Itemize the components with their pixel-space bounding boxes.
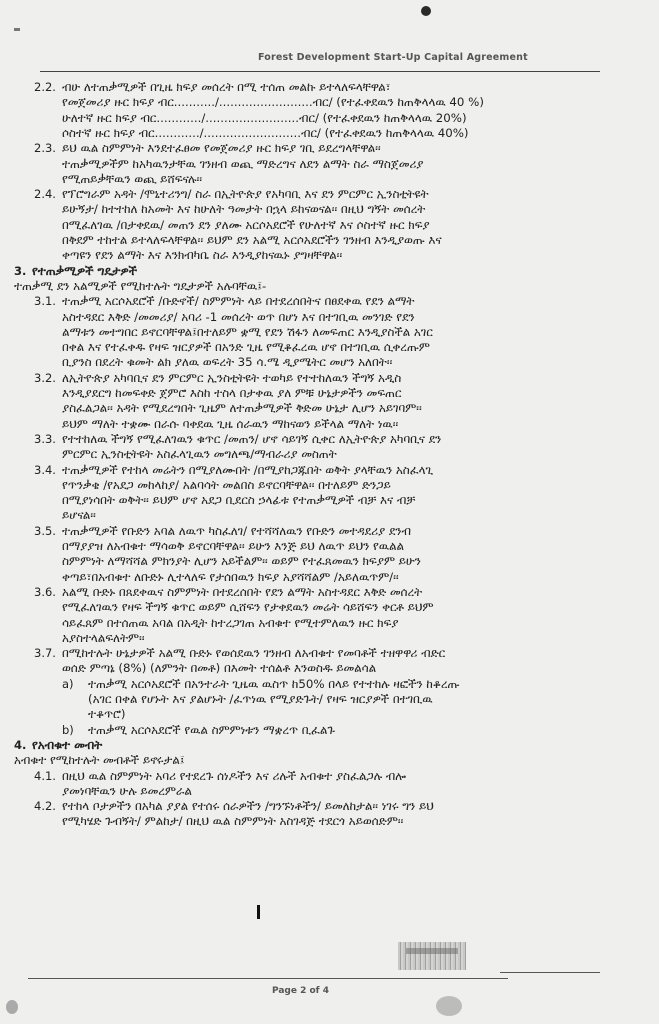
clause-number: 2.4.	[34, 187, 56, 201]
clause-number: 3.7.	[34, 646, 56, 660]
text-line: ተጠቃሚዎች የቡድን አባል ለዉጥ ካስፈለገ/ የተሻሻለዉን የቡድን መተዳደሪያ ደንብ	[62, 524, 411, 538]
text-line: ተጠቃሚ አርሶአደሮች /ቡድኖች/ ስምምነት ላይ በተደረሰበትና በፀደቀዉ የደን ልማት	[62, 294, 415, 308]
text-line: የጥንቃቄ /የአደጋ መከላከያ/ አልባሳት መልበስ ይኖርባቸዋል፡፡ በተለይም ድንጋይ	[62, 478, 391, 492]
stamp-inner	[406, 948, 458, 954]
text-line: በሚከተሉት ሁኔታዎች አልሚ ቡድኑ የወሰደዉን ገንዘብ ለአብቁተ የመባቶች ተዘዋዋሪ ብድር	[62, 646, 446, 660]
footer-rule-right	[500, 972, 600, 973]
section-heading: የአብቁተ መብት	[32, 738, 103, 752]
text-line: በቀል እና የተፈቀዱ የዛፍ ዝርያዎች በአንድ ጊዜ የሚቆፈረዉ ሆኖ በተገቢዉ ሲቀረጡም	[62, 340, 430, 354]
text-line: ተጠቃሚ አርሶአደሮች የዉል ስምምነቱን ማቋረጥ ቢፈልጉ	[88, 723, 335, 737]
text-line: የመጀመሪያ ዙር ክፍያ ብር.........../.........................ብር/ (የተፈቀደዉን ከጠቅላላዉ 40 %)	[62, 95, 484, 109]
text-line: ተጠቃሚዎች የተከላ መሬትን በሚያለሙበት /በሚያከጋጁበት ወቅት ያላቸዉን አስፈላጊ	[62, 463, 434, 477]
punch-hole-icon	[421, 6, 431, 16]
text-line: ተጠቃሚ አርሶአደሮች በአንተራት ጊዜዉ ዉስጥ ከ50% በላይ የተተከሉ ዛፎችን ከቆረጡ	[88, 677, 460, 691]
text-line: በሚያነሳበት ወቅት፡፡ ይህም ሆኖ አደጋ ቢደርስ ኃላፊቱ የተጠቃሚዎች ብቻ እና ብቻ	[62, 493, 416, 507]
text-line: ይህ ዉል ስምምነት እንደተፈፀመ የመጀመሪያ ዙር ክፍያ ገቢ ይደረግላቸዋል፡፡	[62, 141, 381, 155]
clause-number: 3.6.	[34, 585, 56, 599]
clause-number: 4.1.	[34, 769, 56, 783]
text-line: ቀጣዩን የደን ልማት እና እንክብካቤ ስራ እንዲያከናዉኑ ያግዛቸዋል፡፡	[62, 248, 343, 262]
footer-rule	[28, 978, 508, 979]
text-line: ተቆጥሮ)	[88, 707, 126, 721]
text-line: ይሁኝታ/ ከተተከለ ከአመት እና ከሁለት ዓመታት በኋላ ይከናወናል፡፡ በዚህ ግኝት መሰረት	[62, 202, 426, 216]
clause-number: 3.1.	[34, 294, 56, 308]
text-line: እንዲያደርግ ከመፍቀድ ጀምሮ እስከ ተስላ በታቀዉ ያለ ምቹ ሁኔታዎችን መፍጠር	[62, 386, 402, 400]
text-line: የሚካሄድ ጉብኝት/ ምልከታ/ በዚህ ዉል ስምምነት አስገዳጅ ተደርጎ አይወሰድም፡፡	[62, 814, 404, 828]
text-line: አያስተላልፍለትም፡፡	[62, 631, 145, 645]
text-line: በሚፈለገዉ /በታቀደዉ/ መጠን ደን ያለሙ አርሶአደሮች የሁለተኛ እና ሶስተኛ ዙር ክፍያ	[62, 218, 430, 232]
text-line: ሳይፈጸም በተሰጠዉ አባል በአዲት ከተረጋገጠ አብቁተ የሚተምለዉን ዙር ክፍያ	[62, 616, 399, 630]
clause-number: 2.2.	[34, 80, 56, 94]
text-line: ልማቱን መተግበር ይኖርባቸዋል፤በተለይም ቋሚ የደን ሽፋን ለመፍጠር እንዲያስችል አገር	[62, 325, 433, 339]
text-line: ይሆናል፡፡	[62, 508, 96, 522]
text-line: ብሁ ለተጠቃሚዎች በጊዜ ክፍያ መሰረት በሚ ተሰጠ መልኩ ይተላለፍላቸዋል፣	[62, 80, 391, 94]
text-line: ያመነባቸዉን ሁሉ ይመረምራል	[62, 784, 192, 798]
scan-mark	[14, 28, 20, 31]
clause-number: 3.2.	[34, 371, 56, 385]
ink-mark	[257, 905, 260, 919]
clause-number: 3.	[14, 264, 27, 278]
clause-number: 3.4.	[34, 463, 56, 477]
text-line: ለኢትዮጵያ አካባቢና ደን ምርምር ኢንስቲትዩት ተወካይ የተተከለዉን ችግኝ አዲስ	[62, 371, 402, 385]
text-line: ተጠቃሚ ደን አልሚዎች የሚከተሉት ግዴታዎች አሉባቸዉ፤-	[14, 279, 267, 293]
text-line: የፕሮግራም አዳት /ሞኒተሪንግ/ ስራ በኢትዮጵያ የአካባቢ እና ደን ምርምር ኢንስቲትዩት	[62, 187, 429, 201]
text-line: ተጠቃሚዎችም ከአካዉንታቸዉ ገንዘብ ወጪ ማድረግና ለደን ልማት ስራ ማስጀመሪያ	[62, 157, 424, 171]
text-line: በቅደም ተከተል ይተላለፍላቸዋል፡፡ ይህም ደን አልሚ አርሶአደሮችን ገንዘብ እንዲያወጡ እና	[62, 233, 442, 247]
clause-number: b)	[62, 723, 74, 737]
clause-number: a)	[62, 677, 74, 691]
text-line: አስተዳደር እቅድ /መመሪያ/ አባሪ -1 መሰረት ወጥ በሆነ እና በተገቢዉ መንገድ የደን	[62, 310, 415, 324]
page-number: Page 2 of 4	[272, 986, 329, 996]
text-line: የተከላ ቦታዎችን በአካል ያያል የተሰሩ ሰራዎችን /ግንኙነቶችን/ ይመለከታል፡፡ ነገሩ ግን ይህ	[62, 799, 434, 813]
text-line: አልሚ ቡድኑ በጸደቀዉና ስምምነት በተደረሰበት የደን ልማት አስተዳደር እቅድ መሰረት	[62, 585, 423, 599]
header-rule	[40, 71, 600, 72]
ink-blot-icon	[436, 996, 462, 1016]
text-line: ወሰድ ምጣኔ (8%) (ለምንት በመቶ) በእመት ተሰልቶ እንወስዱ ይመልሳል	[62, 661, 377, 675]
text-line: ያስፈልጋል፡፡ አዳት የሚደረግበት ጊዜም ለተጠቃሚዎች ቅድመ ሁኔታ ሊሆን አይገባም፡፡	[62, 401, 422, 415]
clause-number: 4.2.	[34, 799, 56, 813]
text-line: ሁለተኛ ዙር ክፍያ ብር............/.........................ብር/ (የተፈቀደዉን ከጠቅላላዉ 20%)	[62, 111, 467, 125]
text-line: ስምምነት ለማሻሻል ምክንያት ሊሆን አይችልም፡፡ ወይም የተፈጸመዉን ክፍያም ይሁን	[62, 554, 421, 568]
text-line: አብቁተ የሚከተሉት መብቶች ይኖሩታል፤	[14, 753, 185, 767]
text-line: ቀጣይ፣በአብቁተ ለቡድኑ ሊተላለፍ የታሰበዉን ክፍያ አያሻሻልም /አይለዉጥም/፡፡	[62, 570, 399, 584]
text-line: (አገር በቀል የሆኑት እና ያልሆኑት /ፈጥነዉ የሚያድጉት/ የዛፍ ዝርያዎች በተገቢዉ	[88, 692, 433, 706]
text-line: ሶስተኛ ዙር ክፍያ ብር............/..........................ብር/ (የተፈቀደዉን ከጠቅላላዉ 40%)	[62, 126, 469, 140]
text-line: በማያያዝ ለአብቁተ ማሳወቅ ይኖርባቸዋል፡፡ ይሁን እንጅ ይህ ለዉጥ ይህን የዉልል	[62, 539, 404, 553]
clause-number: 4.	[14, 738, 27, 752]
text-line: በዚህ ዉል ስምምነት አባሪ የተደረጉ ሰነዶችን እና ሪሉች አብቁተ ያስፈልጋሉ ብሎ	[62, 769, 406, 783]
section-heading: የተጠቃሚዎች ግዴታዎች	[32, 264, 137, 278]
text-line: የሚፈለገዉን የዛፍ ችግኝ ቁጥር ወይም ሲሸፍን የታቀደዉን መሬት ሳይሸፍን ቀርቶ ይህም	[62, 600, 434, 614]
clause-number: 3.3.	[34, 432, 56, 446]
text-line: የተተከለዉ ችግኝ የሚፈለገዉን ቁጥር /መጠን/ ሆኖ ሳይገኝ ሲቀር ለኢትዮጵያ አካባቢና ደን	[62, 432, 442, 446]
ink-blot-icon	[6, 1000, 18, 1014]
text-line: ምርምር ኢንስቲትዩት አስፈላጊዉን መግለጫ/ማብራሪያ መስጠት	[62, 447, 337, 461]
clause-number: 3.5.	[34, 524, 56, 538]
text-line: የሚጠይቃቸዉን ወጪ ይሸፍናሉ፡፡	[62, 172, 203, 186]
text-line: ቢያንስ በደረት ቁመት ልክ ያለዉ ወፍረት 35 ሳ.ሜ ዲያሜትር መሆን አለበት፡፡	[62, 355, 393, 369]
text-line: ይህም ማለት ተቋሙ በራሱ ባቀደዉ ጊዜ ሰራዉን ማከናወን ይችላል ማለት ነዉ፡፡	[62, 417, 399, 431]
clause-number: 2.3.	[34, 141, 56, 155]
page-header: Forest Development Start-Up Capital Agreement	[258, 52, 528, 63]
stamp-icon	[398, 942, 466, 970]
